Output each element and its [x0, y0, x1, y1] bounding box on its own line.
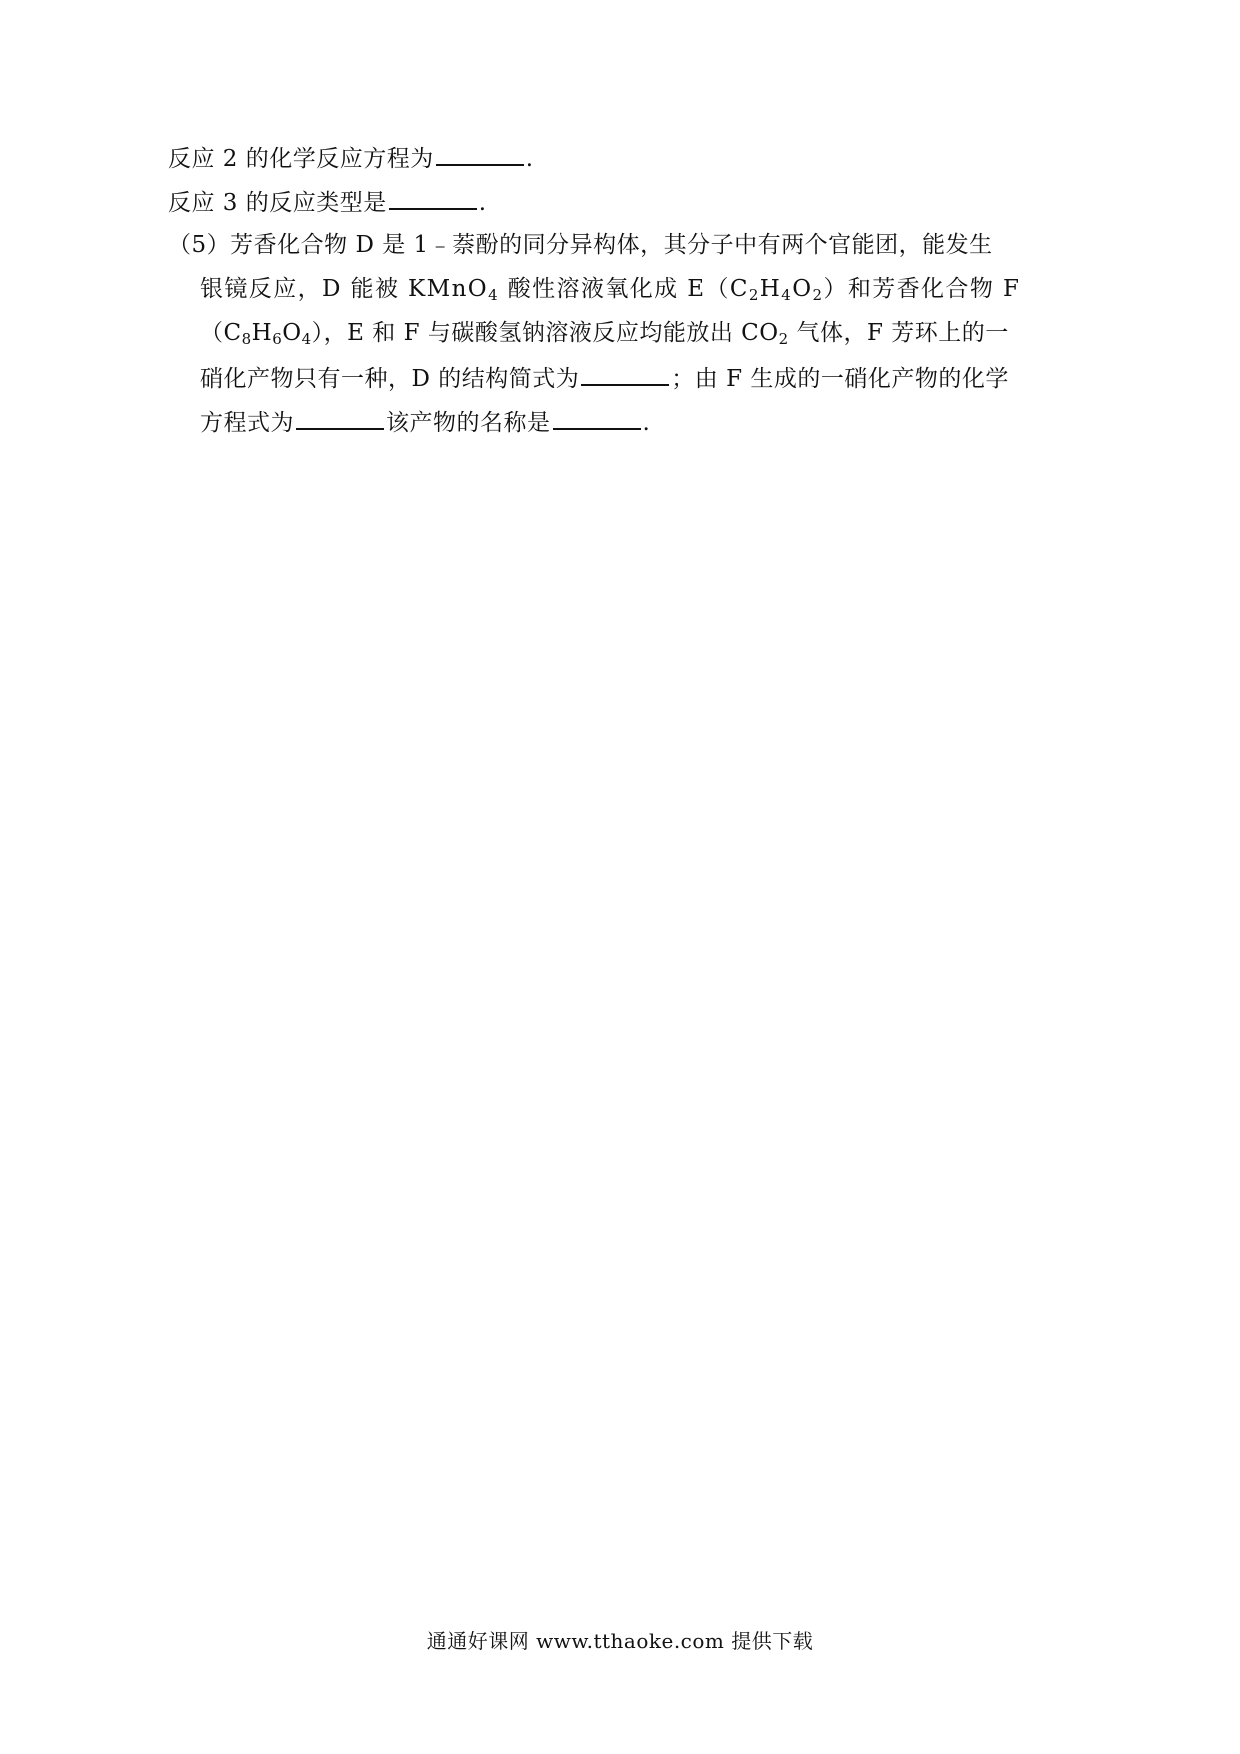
- subscript: 2: [748, 286, 760, 304]
- question-5-line-3: [200, 318, 1009, 348]
- q5-text: 方程式为: [200, 410, 294, 436]
- q5-text: H: [759, 276, 782, 302]
- page-footer: 通通好课网 www.tthaoke.com 提供下载: [426, 1629, 814, 1653]
- q5-text: H: [251, 320, 273, 346]
- answer-blank: [436, 142, 524, 166]
- subscript: 4: [781, 286, 793, 304]
- q5-text: 银镜反应，D 能被 KMnO: [200, 276, 489, 302]
- subscript: 8: [241, 330, 252, 348]
- answer-blank: [553, 406, 641, 430]
- period: .: [525, 146, 534, 172]
- question-5-line-4: [200, 362, 1009, 394]
- reaction-3-text: 反应 3 的反应类型是: [168, 190, 387, 216]
- q5-text: O: [282, 320, 302, 346]
- q5-text: ）和芳香化合物 F: [823, 276, 1021, 302]
- question-5-text: （5）芳香化合物 D 是 1﹣萘酚的同分异构体，其分子中有两个官能团，能发生: [168, 232, 993, 258]
- answer-blank: [389, 186, 477, 210]
- period: .: [642, 410, 651, 436]
- q5-text: 硝化产物只有一种，D 的结构简式为: [200, 366, 580, 392]
- q5-text: ），E 和 F 与碳酸氢钠溶液反应均能放出 CO: [311, 320, 779, 346]
- q5-text: （C: [200, 320, 242, 346]
- reaction-2-question: [168, 142, 534, 174]
- subscript: 2: [778, 330, 789, 348]
- q5-text: ；由 F 生成的一硝化产物的化学: [671, 366, 1009, 392]
- answer-blank: [296, 406, 384, 430]
- subscript: 6: [272, 330, 283, 348]
- q5-text: 酸性溶液氧化成 E（C: [499, 276, 749, 302]
- question-5-line-2: [200, 274, 1020, 304]
- period: .: [478, 190, 487, 216]
- q5-text: 气体，F 芳环上的一: [788, 320, 1009, 346]
- subscript: 2: [812, 286, 824, 304]
- q5-text: 该产物的名称是: [386, 410, 551, 436]
- q5-text: O: [792, 276, 813, 302]
- reaction-3-question: [168, 186, 487, 218]
- reaction-2-text: 反应 2 的化学反应方程为: [168, 146, 434, 172]
- question-5-line-1: [168, 230, 993, 260]
- subscript: 4: [301, 330, 312, 348]
- answer-blank: [581, 362, 669, 386]
- subscript: 4: [488, 286, 500, 304]
- question-5-line-5: [200, 406, 650, 438]
